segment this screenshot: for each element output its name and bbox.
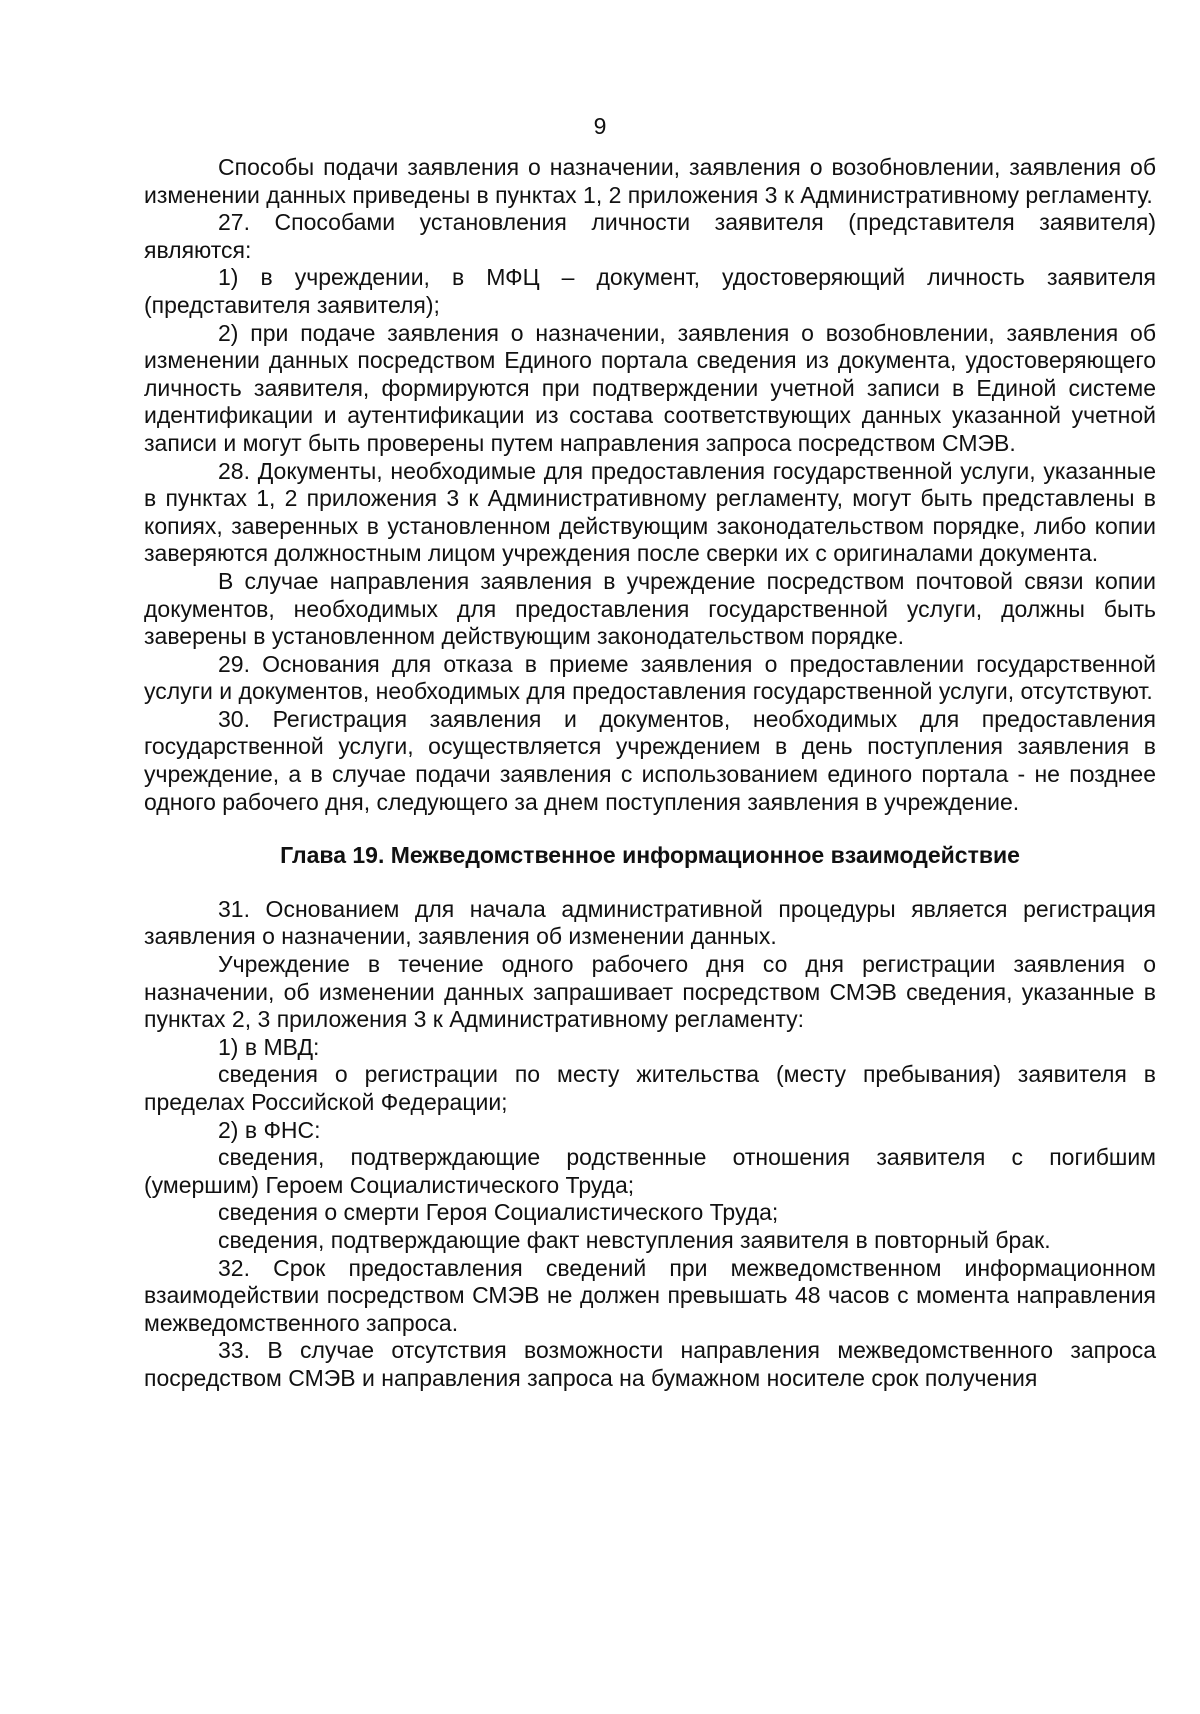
paragraph: сведения о регистрации по месту жительства (месту пребывания) заявителя в пределах Российской Федерации; <box>144 1061 1156 1115</box>
document-body <box>144 154 1156 1393</box>
paragraph: В случае направления заявления в учреждение посредством почтовой связи копии документов, необходимых для предоставления государственной услуги, должны быть заверены в установленном действующим законодательством порядке. <box>144 567 1156 650</box>
paragraph: Способы подачи заявления о назначении, заявления о возобновлении, заявления об изменении данных приведены в пунктах 1, 2 приложения 3 к Административному регламенту. <box>144 154 1156 208</box>
page-number: 9 <box>593 113 607 139</box>
paragraph: сведения, подтверждающие факт невступления заявителя в повторный брак. <box>218 1226 1051 1253</box>
paragraph: 33. В случае отсутствия возможности направления межведомственного запроса посредством СМЭВ и направления запроса на бумажном носителе срок получения <box>144 1337 1156 1391</box>
paragraph: 30. Регистрация заявления и документов, необходимых для предоставления государственной услуги, осуществляется учреждением в день поступления заявления в учреждение, а в случае подачи заявления с использованием единого портала - не позднее одного рабочего дня, следующего за днем поступления заявления в учреждение. <box>144 705 1156 815</box>
paragraph: 2) при подаче заявления о назначении, заявления о возобновлении, заявления об изменении данных посредством Единого портала сведения из документа, удостоверяющего личность заявителя, формируются при подтверждении учетной записи в Единой системе идентификации и аутентификации из состава соответствующих данных указанной учетной записи и могут быть проверены путем направления запроса посредством СМЭВ. <box>144 319 1156 456</box>
paragraph: 1) в МВД: <box>218 1033 320 1060</box>
paragraph: 29. Основания для отказа в приеме заявления о предоставлении государственной услуги и документов, необходимых для предоставления государственной услуги, отсутствуют. <box>144 650 1156 705</box>
chapter-title: Глава 19. Межведомственное информационное взаимодействие <box>280 842 1020 869</box>
paragraph: 32. Срок предоставления сведений при межведомственном информационном взаимодействии посредством СМЭВ не должен превышать 48 часов с момента направления межведомственного запроса. <box>144 1254 1156 1336</box>
paragraph: 27. Способами установления личности заявителя (представителя заявителя) являются: <box>144 209 1156 263</box>
paragraph: Учреждение в течение одного рабочего дня со дня регистрации заявления о назначении, об изменении данных запрашивает посредством СМЭВ сведения, указанные в пунктах 2, 3 приложения 3 к Административному регламенту: <box>144 951 1156 1033</box>
paragraph: сведения о смерти Героя Социалистического Труда; <box>218 1199 779 1226</box>
paragraph: сведения, подтверждающие родственные отношения заявителя с погибшим (умершим) Героем Социалистического Труда; <box>144 1144 1156 1198</box>
paragraph: 1) в учреждении, в МФЦ – документ, удостоверяющий личность заявителя (представителя заявителя); <box>144 264 1156 318</box>
paragraph: 2) в ФНС: <box>218 1116 321 1143</box>
paragraph: 28. Документы, необходимые для предоставления государственной услуги, указанные в пунктах 1, 2 приложения 3 к Административному регламенту, могут быть представлены в копиях, заверенных в установленном действующим законодательством порядке, либо копии заверяются должностным лицом учреждения после сверки их с оригиналами документа. <box>144 457 1156 567</box>
paragraph: 31. Основанием для начала административной процедуры является регистрация заявления о назначении, заявления об изменении данных. <box>144 895 1156 950</box>
